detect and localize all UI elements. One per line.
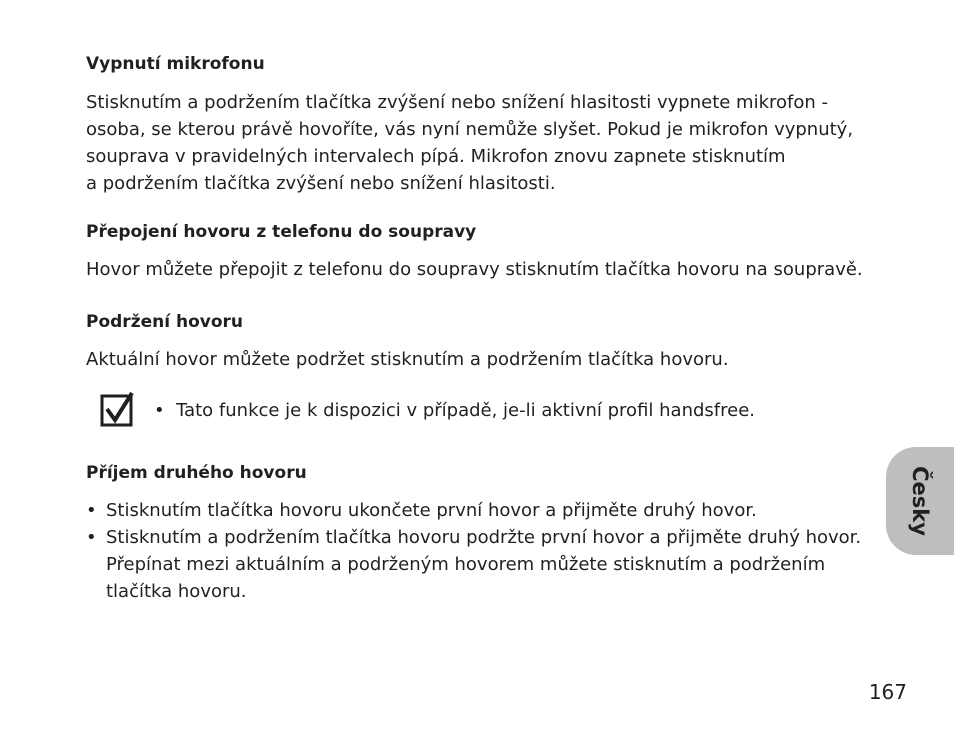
list-item-line: Stisknutím a podržením tlačítka hovoru podržte první hovor a přijměte druhý hovor.: [106, 527, 862, 548]
paragraph-line: Aktuální hovor můžete podržet stisknutím a podržením tlačítka hovoru.: [86, 349, 729, 370]
list-item-line: tlačítka hovoru.: [106, 581, 247, 602]
note-bullet: •: [154, 400, 165, 421]
list-item-line: Stisknutím tlačítka hovoru ukončete první hovor a přijměte druhý hovor.: [106, 500, 757, 521]
list-item: [86, 497, 861, 524]
list-item: [86, 524, 861, 605]
language-tab-label: Česky: [908, 466, 932, 536]
second-call-list: [86, 497, 861, 605]
paragraph-line: Stisknutím a podržením tlačítka zvýšení nebo snížení hlasitosti vypnete mikrofon -: [86, 92, 829, 113]
paragraph-transfer: [86, 256, 876, 283]
paragraph-hold: [86, 346, 876, 373]
language-tab: [886, 447, 954, 555]
list-item-line: Přepínat mezi aktuálním a podrženým hovorem můžete stisknutím a podržením: [106, 554, 826, 575]
paragraph-mic-off: [86, 89, 876, 197]
bullet-dot: •: [86, 500, 97, 521]
page-number: 167: [868, 680, 907, 704]
paragraph-line: a podržením tlačítka zvýšení nebo snížení hlasitosti.: [86, 173, 556, 194]
heading-mic-off: Vypnutí mikrofonu: [86, 54, 265, 74]
heading-transfer: Přepojení hovoru z telefonu do soupravy: [86, 222, 477, 242]
checkbox-note-icon: [100, 391, 134, 427]
paragraph-line: osoba, se kterou právě hovoříte, vás nyní nemůže slyšet. Pokud je mikrofon vypnutý,: [86, 119, 854, 140]
heading-hold: Podržení hovoru: [86, 312, 243, 332]
note-sentence: Tato funkce je k dispozici v případě, je-li aktivní profil handsfree.: [176, 400, 755, 421]
heading-second-call: Příjem druhého hovoru: [86, 463, 307, 483]
paragraph-line: souprava v pravidelných intervalech pípá. Mikrofon znovu zapnete stisknutím: [86, 146, 786, 167]
note-text: [154, 397, 755, 424]
paragraph-line: Hovor můžete přepojit z telefonu do soupravy stisknutím tlačítka hovoru na soupravě.: [86, 259, 863, 280]
bullet-dot: •: [86, 527, 97, 548]
